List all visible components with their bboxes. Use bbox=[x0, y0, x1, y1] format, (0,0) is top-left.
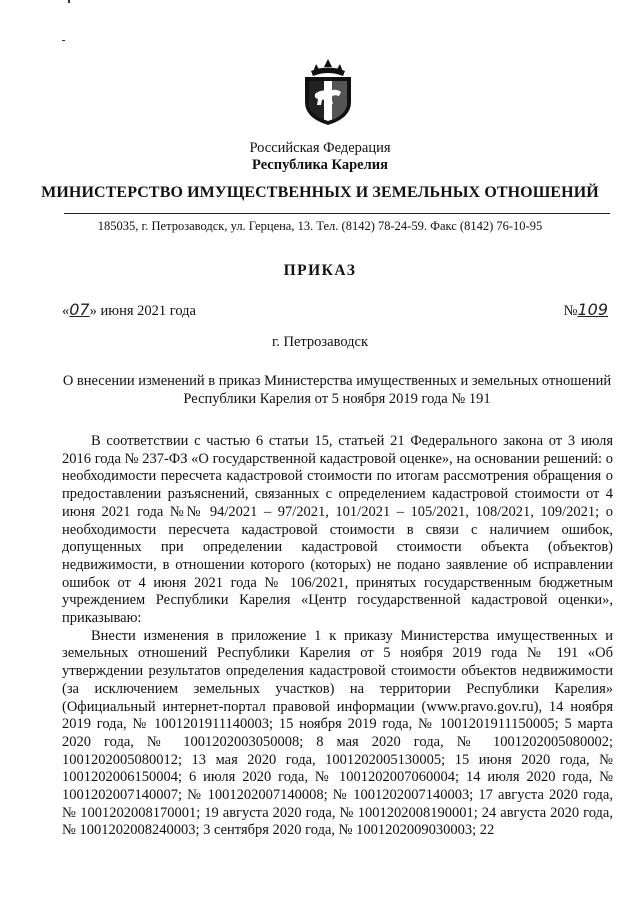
document-body bbox=[62, 433, 613, 840]
date-rest: » июня 2021 года bbox=[89, 303, 196, 319]
handwritten-number: 109 bbox=[577, 300, 608, 319]
city: г. Петрозаводск bbox=[271, 334, 369, 350]
date-open-quote: « bbox=[62, 303, 70, 319]
handwritten-day: 07 bbox=[69, 300, 90, 319]
scan-speck bbox=[62, 40, 65, 41]
order-number bbox=[564, 300, 608, 320]
scan-speck bbox=[68, 0, 70, 3]
country-name: Российская Федерация bbox=[249, 140, 391, 156]
order-date bbox=[62, 300, 196, 320]
karelia-coat-of-arms-icon bbox=[299, 58, 357, 126]
body-paragraph: Внести изменения в приложение 1 к приказу Министерства имущественных и земельных отношений Республики Карелия от 5 ноября 2019 года № 191 «Об утверждении результатов определения кадастровой стоимости объектов недвижимости (за исключением земельных участков) на территории Республики Карелия» (Официальный интернет-портал правовой информации (www.pravo.gov.ru), 14 ноября 2019 года, № 1001201911140003; 15 ноября 2019 года, № 1001201911150005; 5 марта 2020 года, № 1001202003050008; 8 мая 2020 года, № 1001202005080002; 1001202005080012; 13 мая 2020 года, 1001202005130005; 15 июня 2020 года, № 1001202006150004; 6 июля 2020 года, № 1001202007060004; 14 июля 2020 года, № 1001202007140007; № 1001202007140008; № 1001202007140003; 17 августа 2020 года, № 1001202008170001; 19 августа 2020 года, № 1001202008190001; 24 августа 2020 года, № 1001202008240003; 3 сентября 2020 года, № 1001202009030003; 22 bbox=[62, 627, 613, 839]
body-paragraph: В соответствии с частью 6 статьи 15, статьей 21 Федерального закона от 3 июля 2016 года № 237-ФЗ «О государственной кадастровой оценке», на основании решений: о необходимости пересчета кадастровой стоимости по итогам рассмотрения обращения о предоставлении разъяснений, связанных с определением кадастровой стоимости от 4 июня 2021 года №№ 94/2021 – 97/2021, 101/2021 – 105/2021, 108/2021, 109/2021; о необходимости пересчета кадастровой стоимости в связи с наличием ошибок, допущенных при определении кадастровой стоимости объекта (объектов) недвижимости, в отношении которого (которых) не подано заявление об исправлении ошибок от 4 июня 2021 года № 106/2021, принятых государственным бюджетным учреждением Республики Карелия «Центр государственной кадастровой оценки», приказываю: bbox=[62, 433, 613, 627]
document-title: ПРИКАЗ bbox=[283, 262, 357, 279]
order-subject: О внесении изменений в приказ Министерства имущественных и земельных отношений Республики Карелия от 5 ноября 2019 года № 191 bbox=[62, 373, 612, 407]
ministry-address: 185035, г. Петрозаводск, ул. Герцена, 13. Тел. (8142) 78-24-59. Факс (8142) 76-10-95 bbox=[97, 219, 543, 233]
number-label: № bbox=[563, 303, 578, 319]
ministry-name: МИНИСТЕРСТВО ИМУЩЕСТВЕННЫХ И ЗЕМЕЛЬНЫХ ОТНОШЕНИЙ bbox=[41, 184, 599, 201]
header-divider bbox=[64, 213, 610, 214]
region-name: Республика Карелия bbox=[252, 157, 388, 173]
